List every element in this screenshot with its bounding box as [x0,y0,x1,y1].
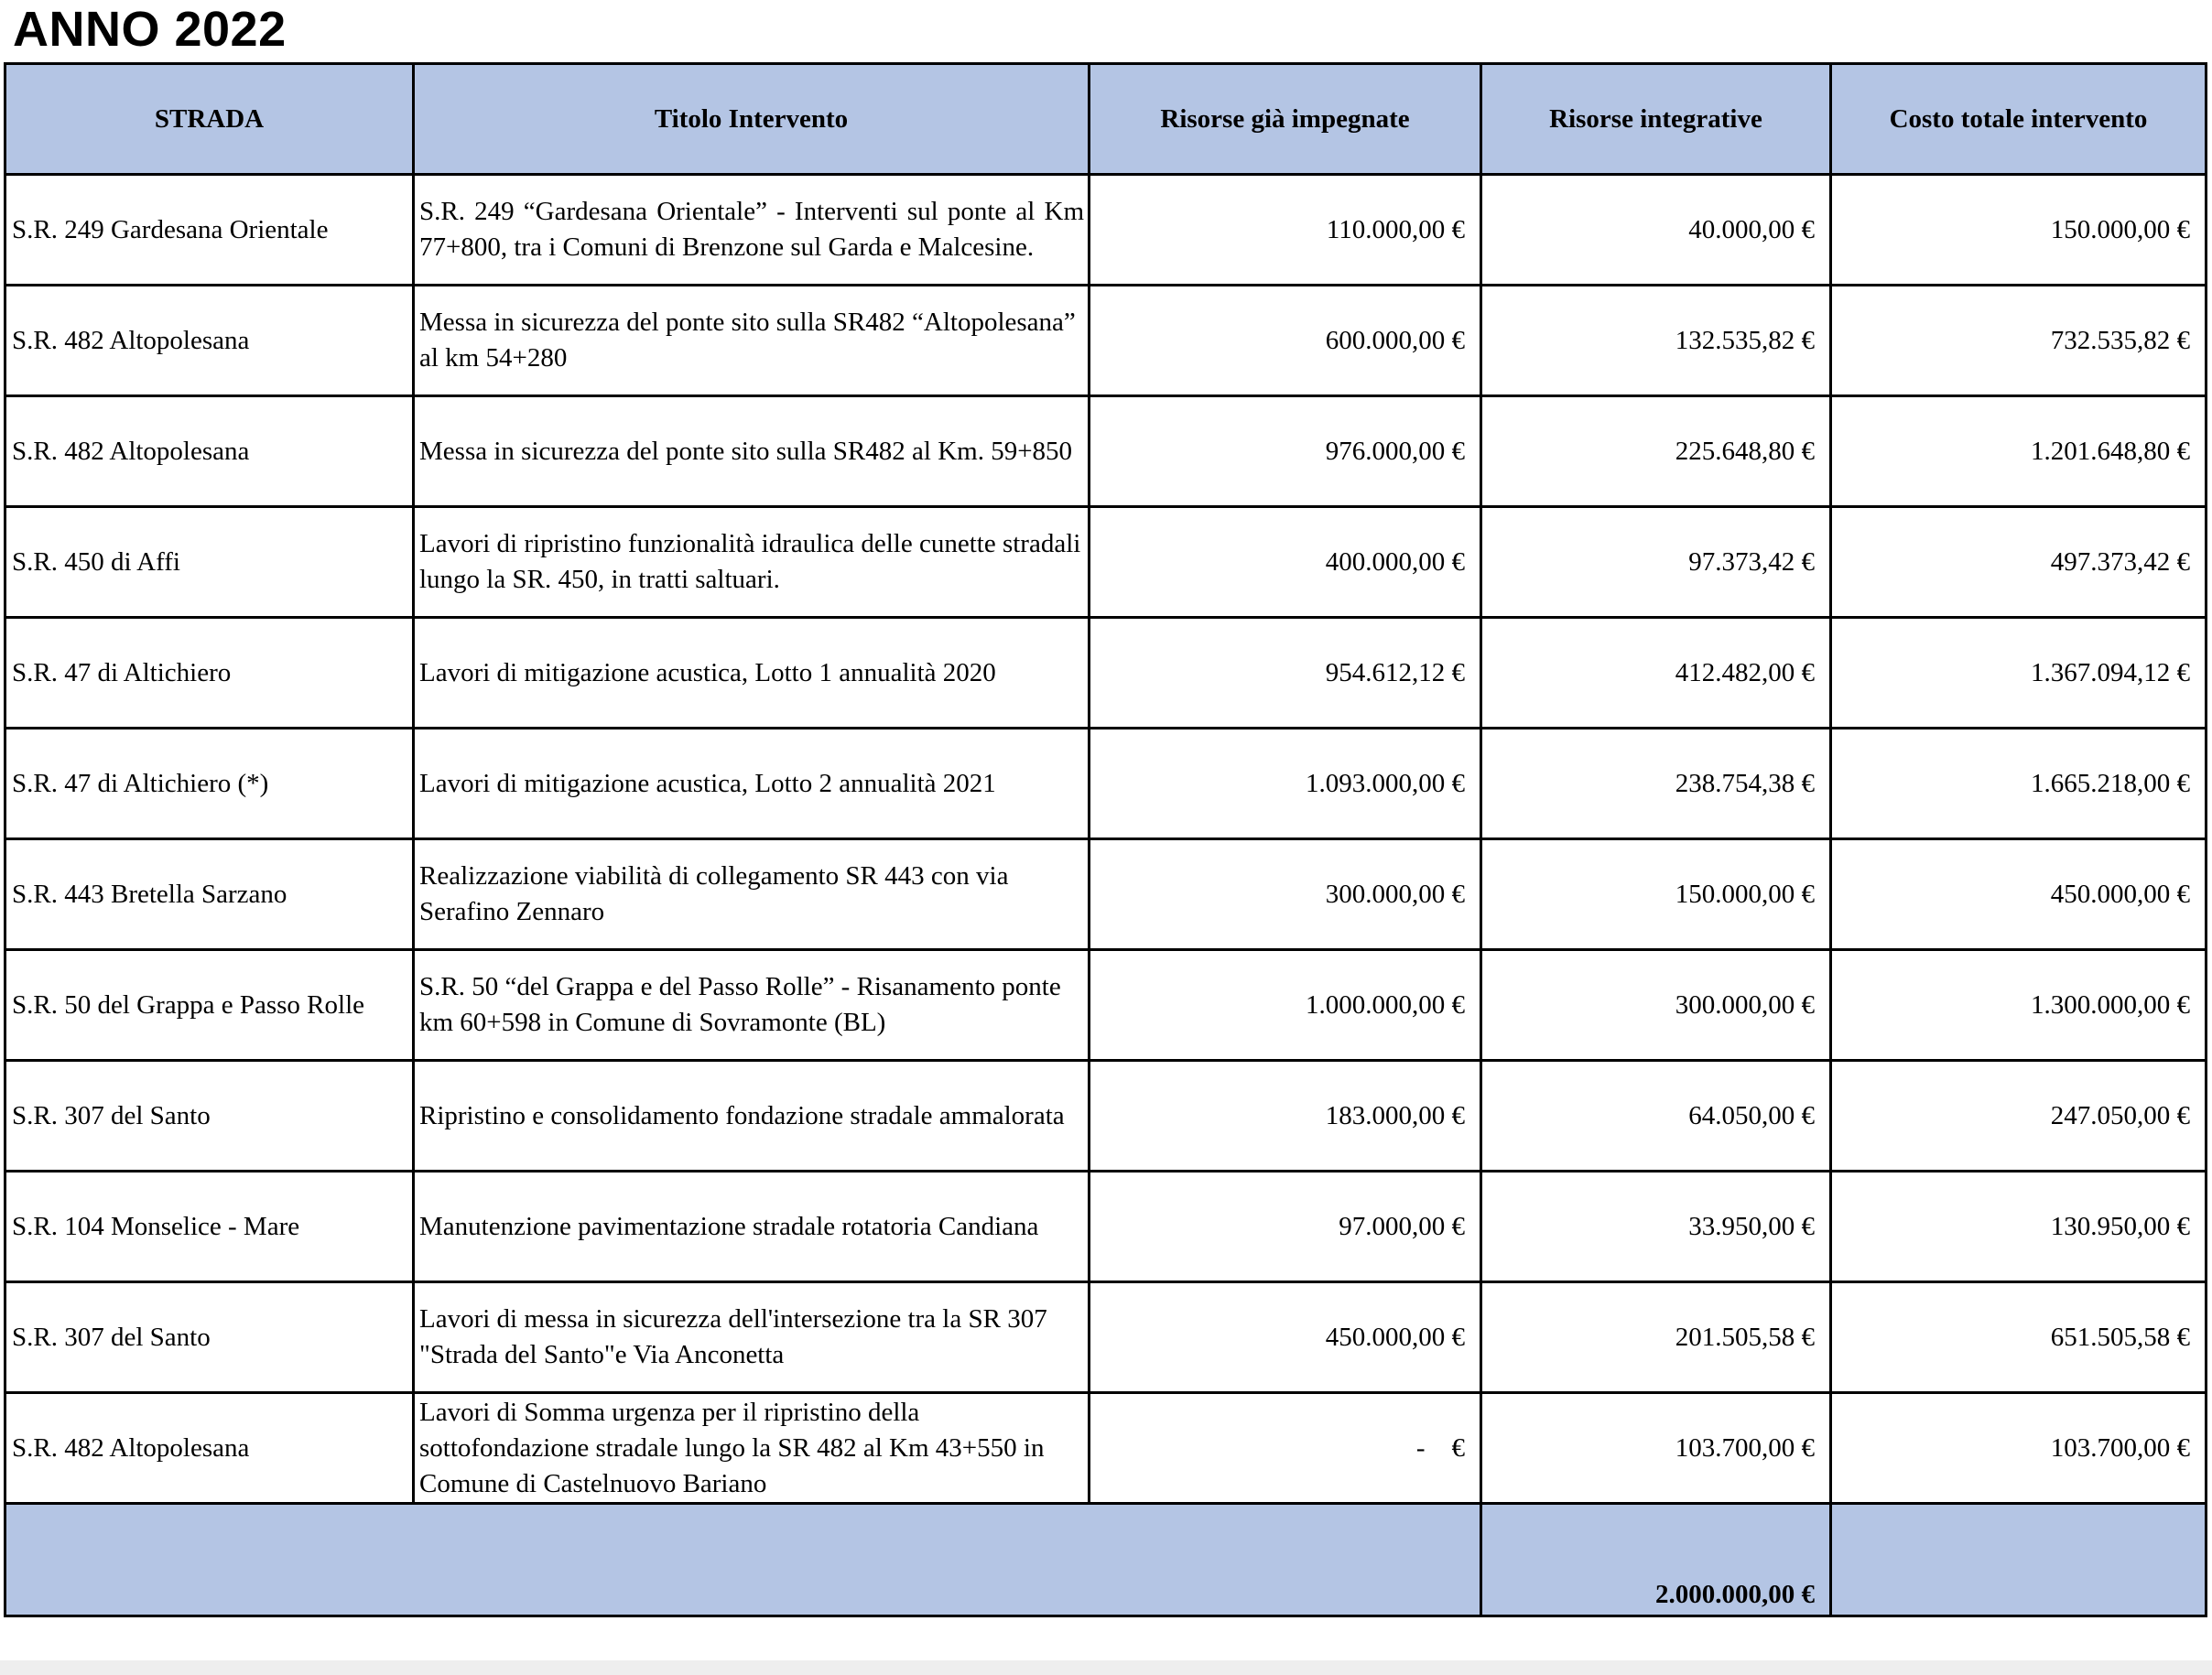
cell-strada: S.R. 47 di Altichiero (*) [5,729,414,839]
cell-strada: S.R. 482 Altopolesana [5,396,414,507]
table-row [5,1393,2207,1504]
cell-costo-totale: 150.000,00 € [1831,175,2207,286]
table-row [5,839,2207,950]
cell-risorse-impegnate: 300.000,00 € [1090,839,1481,950]
cell-costo-totale: 1.665.218,00 € [1831,729,2207,839]
cell-costo-totale: 732.535,82 € [1831,286,2207,396]
table-row [5,1061,2207,1172]
cell-costo-totale: 247.050,00 € [1831,1061,2207,1172]
cell-risorse-integrative: 238.754,38 € [1481,729,1831,839]
cell-costo-totale: 1.201.648,80 € [1831,396,2207,507]
cell-costo-totale: 103.700,00 € [1831,1393,2207,1504]
cell-risorse-impegnate: 1.000.000,00 € [1090,950,1481,1061]
table-header-row [5,64,2207,175]
cell-costo-totale: 1.367.094,12 € [1831,618,2207,729]
header-risorse-integrative: Risorse integrative [1481,64,1831,175]
cell-costo-totale: 450.000,00 € [1831,839,2207,950]
table-row [5,729,2207,839]
cell-risorse-integrative: 33.950,00 € [1481,1172,1831,1282]
page-bottom-strip [0,1660,2212,1675]
cell-risorse-integrative: 103.700,00 € [1481,1393,1831,1504]
cell-strada: S.R. 47 di Altichiero [5,618,414,729]
cell-risorse-integrative: 64.050,00 € [1481,1061,1831,1172]
table-row [5,1282,2207,1393]
cell-risorse-integrative: 150.000,00 € [1481,839,1831,950]
cell-titolo: Messa in sicurezza del ponte sito sulla SR482 “Altopolesana” al km 54+280 [414,286,1090,396]
cell-titolo: Lavori di messa in sicurezza dell'intersezione tra la SR 307 "Strada del Santo"e Via Anconetta [414,1282,1090,1393]
cell-strada: S.R. 307 del Santo [5,1061,414,1172]
cell-risorse-impegnate: 600.000,00 € [1090,286,1481,396]
cell-titolo: Lavori di ripristino funzionalità idraulica delle cunette stradali lungo la SR. 450, in tratti saltuari. [414,507,1090,618]
cell-titolo: Lavori di mitigazione acustica, Lotto 1 annualità 2020 [414,618,1090,729]
cell-risorse-integrative: 132.535,82 € [1481,286,1831,396]
cell-costo-totale: 130.950,00 € [1831,1172,2207,1282]
table-row [5,618,2207,729]
cell-costo-totale: 1.300.000,00 € [1831,950,2207,1061]
page-title: ANNO 2022 [13,2,287,57]
table-row [5,507,2207,618]
cell-risorse-integrative: 40.000,00 € [1481,175,1831,286]
cell-strada: S.R. 482 Altopolesana [5,286,414,396]
cell-titolo: S.R. 249 “Gardesana Orientale” - Interventi sul ponte al Km 77+800, tra i Comuni di Brenzone sul Garda e Malcesine. [414,175,1090,286]
cell-risorse-impegnate: 400.000,00 € [1090,507,1481,618]
interventions-table [4,62,2207,1617]
cell-risorse-impegnate: 450.000,00 € [1090,1282,1481,1393]
cell-titolo: Lavori di mitigazione acustica, Lotto 2 annualità 2021 [414,729,1090,839]
table-row [5,396,2207,507]
total-costo-empty [1831,1504,2207,1616]
cell-strada: S.R. 482 Altopolesana [5,1393,414,1504]
cell-strada: S.R. 50 del Grappa e Passo Rolle [5,950,414,1061]
cell-titolo: Manutenzione pavimentazione stradale rotatoria Candiana [414,1172,1090,1282]
cell-costo-totale: 651.505,58 € [1831,1282,2207,1393]
header-titolo-intervento: Titolo Intervento [414,64,1090,175]
cell-risorse-integrative: 225.648,80 € [1481,396,1831,507]
cell-risorse-impegnate: 183.000,00 € [1090,1061,1481,1172]
cell-titolo: Lavori di Somma urgenza per il ripristino della sottofondazione stradale lungo la SR 482 al Km 43+550 in Comune di Castelnuovo Bariano [414,1393,1090,1504]
cell-strada: S.R. 307 del Santo [5,1282,414,1393]
cell-titolo: Realizzazione viabilità di collegamento SR 443 con via Serafino Zennaro [414,839,1090,950]
cell-strada: S.R. 443 Bretella Sarzano [5,839,414,950]
header-strada: STRADA [5,64,414,175]
cell-risorse-integrative: 300.000,00 € [1481,950,1831,1061]
total-row-spacer [5,1504,1481,1616]
cell-risorse-integrative: 412.482,00 € [1481,618,1831,729]
cell-risorse-impegnate: 97.000,00 € [1090,1172,1481,1282]
cell-costo-totale: 497.373,42 € [1831,507,2207,618]
cell-strada: S.R. 249 Gardesana Orientale [5,175,414,286]
total-row [5,1504,2207,1616]
cell-titolo: S.R. 50 “del Grappa e del Passo Rolle” - Risanamento ponte km 60+598 in Comune di Sovramonte (BL) [414,950,1090,1061]
cell-risorse-integrative: 97.373,42 € [1481,507,1831,618]
header-costo-totale: Costo totale intervento [1831,64,2207,175]
cell-risorse-impegnate: 954.612,12 € [1090,618,1481,729]
table-row [5,286,2207,396]
cell-risorse-impegnate: 976.000,00 € [1090,396,1481,507]
cell-titolo: Ripristino e consolidamento fondazione stradale ammalorata [414,1061,1090,1172]
cell-risorse-impegnate: 110.000,00 € [1090,175,1481,286]
cell-risorse-impegnate: - € [1090,1393,1481,1504]
cell-titolo: Messa in sicurezza del ponte sito sulla SR482 al Km. 59+850 [414,396,1090,507]
table-row [5,175,2207,286]
header-risorse-impegnate: Risorse già impegnate [1090,64,1481,175]
cell-strada: S.R. 450 di Affi [5,507,414,618]
table-row [5,950,2207,1061]
total-risorse-integrative: 2.000.000,00 € [1481,1504,1831,1616]
cell-risorse-integrative: 201.505,58 € [1481,1282,1831,1393]
cell-strada: S.R. 104 Monselice - Mare [5,1172,414,1282]
table-row [5,1172,2207,1282]
cell-risorse-impegnate: 1.093.000,00 € [1090,729,1481,839]
